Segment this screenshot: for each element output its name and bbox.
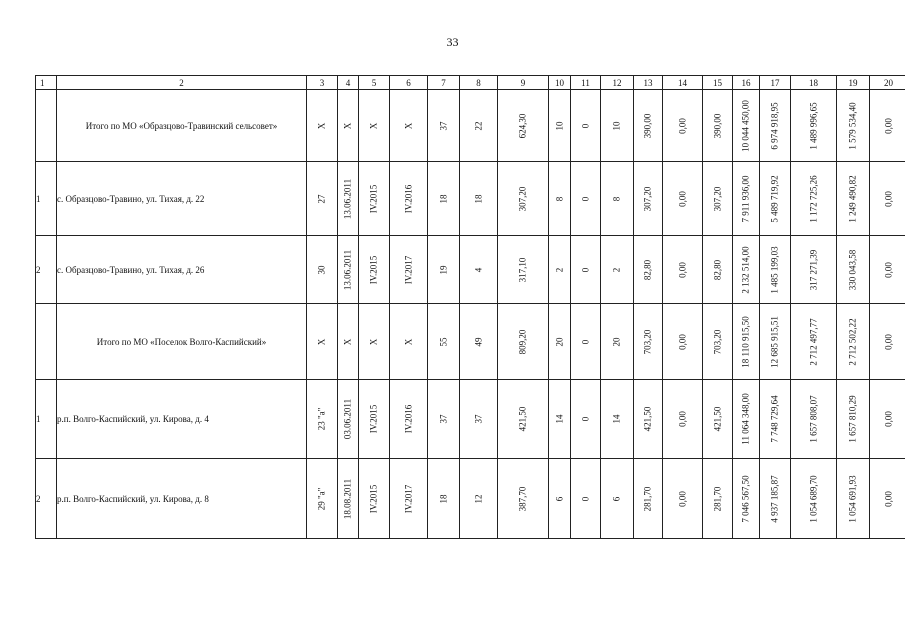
value-cell [307, 459, 338, 539]
table-row [36, 236, 905, 304]
value-text: 37 [473, 414, 483, 424]
table-row [36, 380, 905, 459]
header-cell: 12 [601, 76, 634, 90]
value-text: 2 [611, 267, 622, 272]
value-cell [498, 90, 549, 162]
value-text: 703,20 [712, 329, 722, 354]
value-text: 82,80 [712, 259, 722, 280]
address-cell: р.п. Волго-Каспийский, ул. Кирова, д. 8 [57, 459, 307, 539]
header-cell: 9 [498, 76, 549, 90]
value-cell [837, 162, 870, 236]
value-cell [791, 90, 837, 162]
value-cell [634, 162, 663, 236]
value-cell [390, 304, 428, 380]
value-text: 2 132 514,00 [740, 245, 751, 294]
value-cell [791, 162, 837, 236]
header-cell: 7 [428, 76, 460, 90]
row-number: 1 [36, 380, 57, 459]
value-text: 30 [316, 265, 327, 274]
address-cell: с. Образцово-Травино, ул. Тихая, д. 22 [57, 162, 307, 236]
header-cell: 3 [307, 76, 338, 90]
value-cell [428, 236, 460, 304]
value-cell [634, 304, 663, 380]
header-cell: 2 [57, 76, 307, 90]
value-text: 13.06.2011 [342, 249, 353, 290]
value-cell [571, 236, 601, 304]
value-cell [703, 236, 733, 304]
value-cell [571, 459, 601, 539]
value-text: 281,70 [642, 486, 653, 511]
value-cell [663, 380, 703, 459]
value-text: 0,00 [883, 490, 893, 507]
value-cell [703, 304, 733, 380]
value-text: 5 489 719,92 [769, 174, 780, 223]
value-cell [498, 459, 549, 539]
value-text: 390,00 [642, 113, 653, 138]
page-number: 33 [446, 35, 459, 49]
value-text: X [403, 338, 413, 345]
value-text: X [368, 338, 379, 345]
value-cell [307, 304, 338, 380]
value-text: X [342, 122, 353, 129]
header-cell: 1 [36, 76, 57, 90]
row-number [36, 90, 57, 162]
header-cell: 10 [549, 76, 571, 90]
value-cell [428, 380, 460, 459]
value-cell [837, 459, 870, 539]
value-cell [498, 162, 549, 236]
value-text: 421,50 [517, 406, 528, 432]
value-text: 19 [438, 265, 448, 274]
value-cell [307, 162, 338, 236]
value-cell [359, 236, 390, 304]
value-cell [601, 459, 634, 539]
value-text: 18 110 915,50 [740, 315, 751, 368]
value-cell [634, 90, 663, 162]
value-cell [498, 304, 549, 380]
value-text: 7 911 936,00 [740, 175, 751, 222]
value-text: 1 172 725,26 [808, 174, 818, 223]
value-cell [390, 380, 428, 459]
value-text: 2 [554, 267, 564, 272]
value-text: 307,20 [642, 186, 653, 211]
value-text: 20 [554, 337, 564, 346]
value-cell [663, 459, 703, 539]
value-text: 0,00 [883, 411, 893, 427]
value-cell [498, 236, 549, 304]
value-text: 6 [611, 496, 622, 501]
value-text: 6 [554, 496, 564, 501]
value-cell [428, 304, 460, 380]
value-cell [498, 380, 549, 459]
value-cell [390, 459, 428, 539]
value-text: 307,20 [517, 186, 528, 211]
value-text: 1 657 808,07 [808, 395, 818, 443]
value-cell [733, 162, 760, 236]
value-cell [460, 162, 498, 236]
value-text: 1 579 534,40 [847, 101, 858, 150]
header-cell: 6 [390, 76, 428, 90]
value-cell [359, 380, 390, 459]
value-cell [837, 236, 870, 304]
value-text: X [316, 338, 327, 345]
value-text: 14 [611, 414, 622, 424]
value-cell [460, 236, 498, 304]
value-text: 8 [611, 196, 622, 201]
value-text: 20 [611, 337, 622, 346]
value-cell [733, 380, 760, 459]
header-cell: 13 [634, 76, 663, 90]
value-cell [870, 304, 905, 380]
value-text: 0,00 [883, 190, 893, 207]
row-number [36, 304, 57, 380]
value-text: 281,70 [712, 486, 722, 511]
value-cell [733, 236, 760, 304]
value-text: IV.2015 [368, 255, 379, 284]
value-cell [571, 162, 601, 236]
value-cell [359, 304, 390, 380]
value-cell [307, 90, 338, 162]
value-text: 1 054 691,93 [847, 474, 858, 523]
value-cell [733, 459, 760, 539]
value-cell [760, 90, 791, 162]
row-number: 2 [36, 459, 57, 539]
value-text: IV.2017 [403, 255, 413, 284]
value-text: 390,00 [712, 113, 722, 138]
header-cell: 15 [703, 76, 733, 90]
value-text: IV.2015 [368, 184, 379, 213]
value-text: 14 [554, 414, 564, 424]
value-cell [549, 459, 571, 539]
header-cell: 18 [791, 76, 837, 90]
value-cell [601, 236, 634, 304]
value-text: IV.2015 [368, 404, 379, 434]
value-text: 10 [554, 121, 564, 130]
value-text: 330 043,58 [847, 249, 858, 290]
total-label: Итого по МО «Поселок Волго-Каспийский» [57, 304, 307, 380]
value-text: 1 485 199,03 [769, 245, 780, 294]
value-text: 0 [580, 196, 590, 201]
value-cell [703, 380, 733, 459]
header-cell: 16 [733, 76, 760, 90]
value-cell [428, 90, 460, 162]
value-text: 1 657 810,29 [847, 395, 858, 443]
value-text: 0,00 [883, 117, 893, 134]
value-cell [634, 380, 663, 459]
value-cell [760, 459, 791, 539]
value-text: 0,00 [677, 190, 687, 207]
value-text: 18.08.2011 [342, 478, 353, 519]
value-text: X [368, 122, 379, 129]
value-cell [460, 90, 498, 162]
value-text: IV.2016 [403, 404, 413, 434]
value-text: 0,00 [677, 411, 687, 427]
value-cell [760, 380, 791, 459]
value-text: 307,20 [712, 186, 722, 211]
value-cell [549, 380, 571, 459]
value-cell [338, 304, 359, 380]
value-text: 317 271,39 [808, 249, 818, 290]
value-cell [634, 236, 663, 304]
value-text: 0,00 [883, 333, 893, 350]
value-text: X [403, 122, 413, 129]
header-cell: 4 [338, 76, 359, 90]
total-row [36, 90, 905, 162]
value-text: 624,30 [517, 113, 528, 138]
value-cell [359, 90, 390, 162]
value-cell [571, 380, 601, 459]
value-cell [338, 380, 359, 459]
value-cell [359, 162, 390, 236]
header-cell: 14 [663, 76, 703, 90]
table-row [36, 459, 905, 539]
value-cell [359, 459, 390, 539]
value-cell [571, 90, 601, 162]
value-cell [733, 90, 760, 162]
value-text: 1 054 689,70 [808, 474, 818, 523]
header-cell: 20 [870, 76, 905, 90]
value-cell [428, 162, 460, 236]
value-cell [549, 304, 571, 380]
value-cell [307, 380, 338, 459]
header-cell: 11 [571, 76, 601, 90]
value-text: 18 [438, 494, 448, 503]
value-cell [760, 162, 791, 236]
value-text: IV.2016 [403, 184, 413, 213]
value-text: 0 [580, 123, 590, 128]
value-text: 11 064 348,00 [740, 393, 751, 445]
value-cell [338, 236, 359, 304]
value-text: 703,20 [642, 329, 653, 354]
value-text: 421,50 [712, 406, 722, 432]
header-row [36, 76, 905, 90]
value-cell [837, 90, 870, 162]
value-text: 1 489 996,65 [808, 101, 818, 150]
value-cell [837, 380, 870, 459]
value-text: 8 [554, 196, 564, 201]
value-cell [791, 236, 837, 304]
value-text: 12 [473, 494, 483, 503]
value-cell [791, 380, 837, 459]
value-cell [791, 304, 837, 380]
value-text: 421,50 [642, 406, 653, 432]
row-number: 1 [36, 162, 57, 236]
value-cell [601, 90, 634, 162]
address-cell: р.п. Волго-Каспийский, ул. Кирова, д. 4 [57, 380, 307, 459]
value-cell [663, 90, 703, 162]
value-text: X [342, 338, 353, 345]
value-cell [703, 162, 733, 236]
value-text: 82,80 [642, 259, 653, 280]
data-table [35, 75, 905, 539]
value-text: 23 "а" [316, 407, 327, 431]
value-cell [460, 459, 498, 539]
value-cell [338, 459, 359, 539]
value-cell [390, 236, 428, 304]
value-text: 27 [316, 194, 327, 203]
value-cell [870, 380, 905, 459]
value-cell [733, 304, 760, 380]
value-cell [390, 90, 428, 162]
value-text: 0 [580, 416, 590, 422]
value-text: 10 044 450,00 [740, 99, 751, 152]
header-cell: 19 [837, 76, 870, 90]
value-cell [663, 162, 703, 236]
value-text: IV.2017 [403, 484, 413, 513]
value-text: 1 249 490,82 [847, 174, 858, 223]
value-cell [791, 459, 837, 539]
value-cell [870, 90, 905, 162]
value-text: 2 712 497,77 [808, 317, 818, 366]
value-text: 12 685 915,51 [769, 315, 780, 368]
value-text: 0,00 [677, 117, 687, 134]
value-cell [601, 162, 634, 236]
header-cell: 5 [359, 76, 390, 90]
address-cell: с. Образцово-Травино, ул. Тихая, д. 26 [57, 236, 307, 304]
value-text: 387,70 [517, 486, 528, 511]
value-cell [307, 236, 338, 304]
value-cell [428, 459, 460, 539]
value-cell [338, 162, 359, 236]
value-cell [601, 380, 634, 459]
value-cell [760, 236, 791, 304]
value-cell [460, 380, 498, 459]
value-cell [634, 459, 663, 539]
header-cell: 17 [760, 76, 791, 90]
value-text: 0,00 [883, 261, 893, 278]
value-text: 6 974 918,95 [769, 101, 780, 150]
value-cell [549, 162, 571, 236]
value-text: IV.2015 [368, 484, 379, 513]
value-text: 2 712 502,22 [847, 317, 858, 366]
value-cell [601, 304, 634, 380]
value-text: 22 [473, 121, 483, 130]
value-cell [870, 162, 905, 236]
value-cell [663, 236, 703, 304]
value-cell [703, 459, 733, 539]
value-cell [837, 304, 870, 380]
value-text: 809,20 [517, 329, 528, 354]
total-row [36, 304, 905, 380]
value-cell [460, 304, 498, 380]
value-cell [870, 459, 905, 539]
value-text: 13.06.2011 [342, 178, 353, 219]
value-text: 10 [611, 121, 622, 130]
value-text: 0 [580, 496, 590, 501]
value-cell [703, 90, 733, 162]
value-text: 18 [473, 194, 483, 203]
value-cell [390, 162, 428, 236]
value-cell [549, 236, 571, 304]
value-text: 49 [473, 337, 483, 346]
value-text: 4 [473, 267, 483, 272]
value-text: 0 [580, 267, 590, 272]
value-cell [760, 304, 791, 380]
value-text: 0,00 [677, 333, 687, 350]
value-text: 7 046 567,50 [740, 474, 751, 523]
value-text: 317,10 [517, 257, 528, 282]
value-text: 0 [580, 339, 590, 344]
value-text: 55 [438, 337, 448, 346]
value-text: 37 [438, 414, 448, 424]
value-text: 37 [438, 121, 448, 130]
value-text: 0,00 [677, 261, 687, 278]
value-text: 0,00 [677, 490, 687, 507]
value-cell [338, 90, 359, 162]
value-text: X [316, 122, 327, 129]
value-cell [663, 304, 703, 380]
value-cell [571, 304, 601, 380]
value-cell [549, 90, 571, 162]
total-label: Итого по МО «Образцово-Травинский сельсовет» [57, 90, 307, 162]
value-text: 18 [438, 194, 448, 203]
row-number: 2 [36, 236, 57, 304]
value-text: 29 "а" [316, 487, 327, 510]
value-text: 7 748 729,64 [769, 395, 780, 443]
value-text: 03.06.2011 [342, 398, 353, 440]
table-row [36, 162, 905, 236]
value-cell [870, 236, 905, 304]
header-cell: 8 [460, 76, 498, 90]
value-text: 4 937 185,87 [769, 474, 780, 523]
